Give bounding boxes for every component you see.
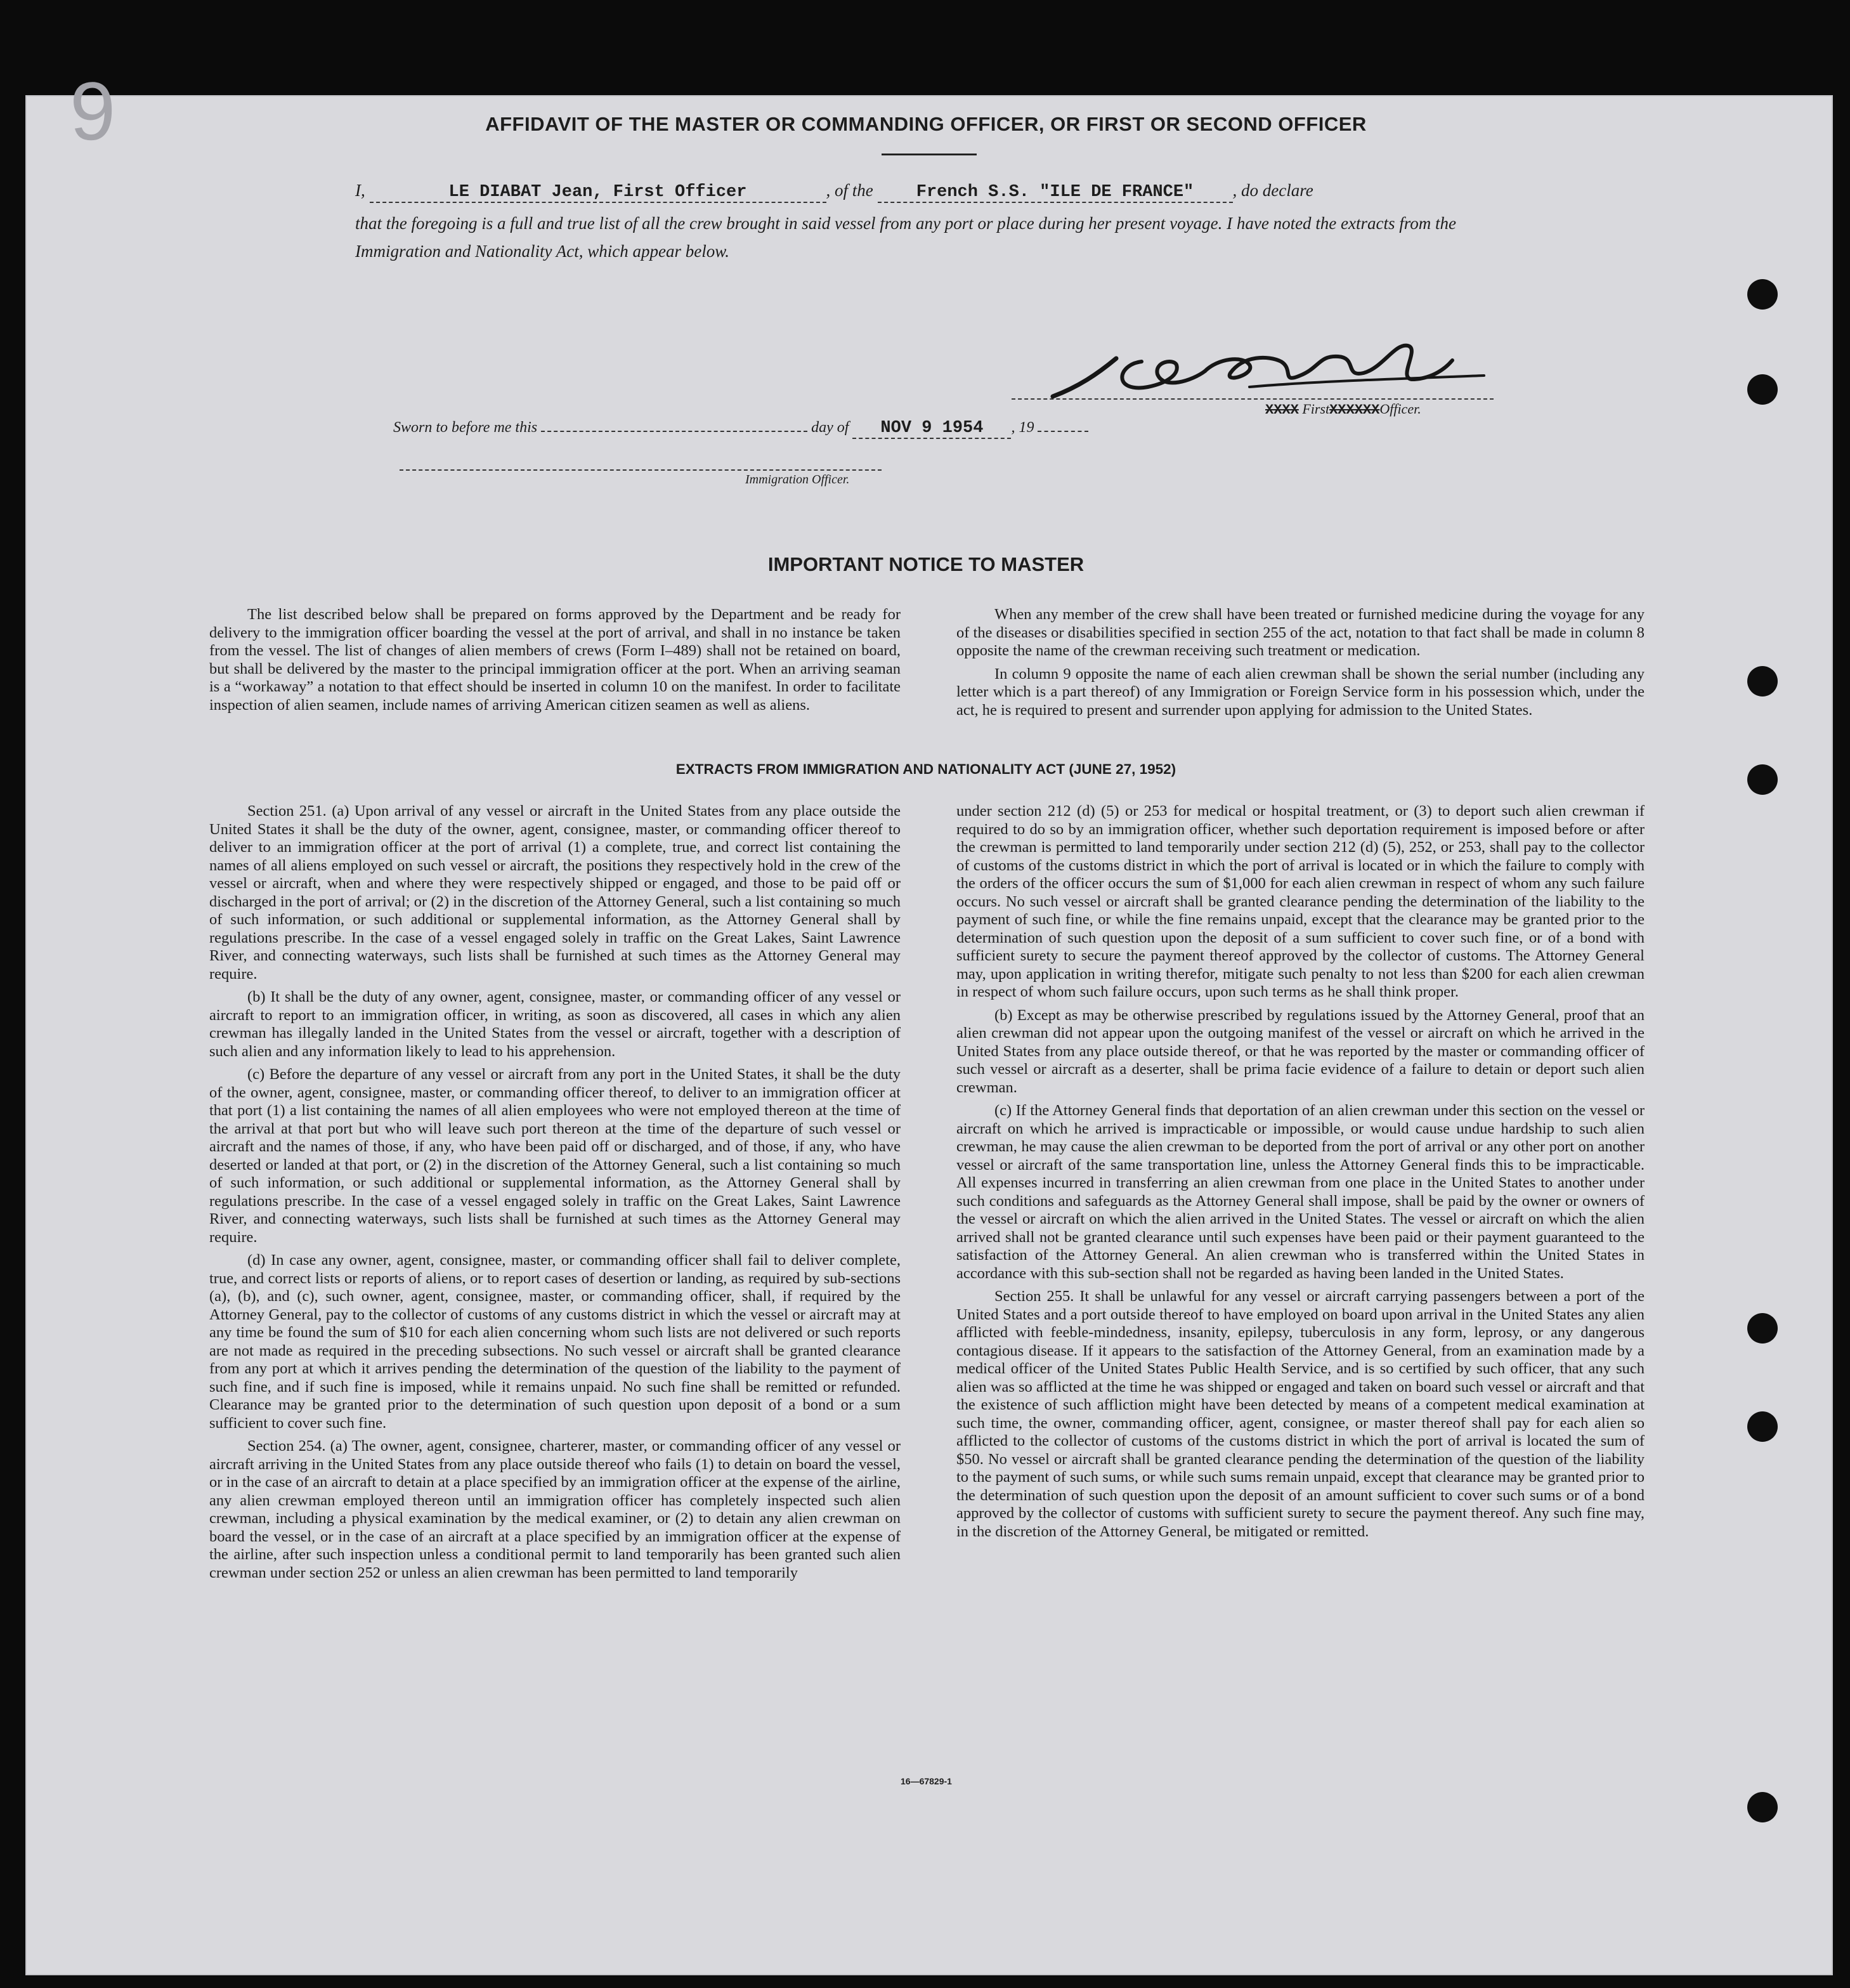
notice-title: IMPORTANT NOTICE TO MASTER xyxy=(767,553,1085,575)
sworn-prefix: Sworn to before me this xyxy=(393,419,538,436)
extract-paragraph: Section 251. (a) Upon arrival of any vessel or aircraft in the United States from any place outside the United States it shall be the duty of the owner, agent, consignee, master, or commanding officer thereof to deliver to an immigration officer at the port of arrival (1) a complete, true, and correct list containing the names of all aliens employed on such vessel or aircraft, the positions they respectively hold in the crew of the vessel or aircraft, when and where they were respectively shipped or engaged, and those to be paid off or discharged in the port of arrival; or (2) in the discretion of the Attorney General, such a list containing so much of such information, or such additional or supplemental information, as the Attorney General shall by regulations prescribe. In the case of a vessel engaged solely in traffic on the Great Lakes, Saint Lawrence River, and connecting waterways, such lists shall be furnished at such times as the Attorney General may require. xyxy=(209,802,901,983)
declaration-of-the: , of the xyxy=(826,181,873,200)
signature-caption xyxy=(1265,401,1421,418)
extract-paragraph: Section 254. (a) The owner, agent, consignee, charterer, master, or commanding officer of any vessel or aircraft arriving in the United States from any place outside thereof who fails (1) to detain on board the vessel, or in the case of an aircraft to detain at a place specified by an immigration officer at the expense of the airline, any alien crewman employed thereon until an immigration officer has completely inspected such alien crewman, including a physical examination by the medical examiner, or (2) to detain any alien crewman on board the vessel, or in the case of an aircraft at a place specified by an immigration officer at the expense of the airline, after such inspection unless a conditional permit to land temporarily has been granted such alien crewman under section 252 or unless an alien crewman has been permitted to land temporarily xyxy=(209,1437,901,1581)
punch-hole xyxy=(1747,764,1778,795)
extract-paragraph: (d) In case any owner, agent, consignee, master, or commanding officer shall fail to deliver complete, true, and correct lists or reports of aliens, or to report cases of desertion or landing, as required by sub-sections (a), (b), and (c), such owner, agent, consignee, master, or commanding officer, shall, if required by the Attorney General, pay to the collector of customs of any customs district in which the vessel or aircraft may at any time be found the sum of $10 for each alien concerning whom such lists are not delivered or such reports are not made as required in the preceding subsections. No such vessel or aircraft shall be granted clearance from any port at which it arrives pending the determination of the question of the liability to the payment of such fine, and if such fine is imposed, while it remains unpaid. No such fine shall be remitted or refunded. Clearance may be granted prior to the determination of such question upon deposit of a bond or a sum sufficient to cover such fine. xyxy=(209,1252,901,1432)
signature-line xyxy=(1012,398,1494,400)
punch-hole xyxy=(1747,1792,1778,1822)
declaration-text: that the foregoing is a full and true list of all the crew brought in said vessel from any port or place during her present voyage. I have noted the extracts from the Immigration and Nationality Act, which appear below. xyxy=(355,214,1457,261)
page-number-mark: 9 xyxy=(70,65,116,157)
caption-officer: Officer. xyxy=(1379,401,1421,417)
sworn-day-of: day of xyxy=(811,419,849,436)
sworn-date-stamp: NOV 9 1954 xyxy=(852,419,1011,439)
punch-hole xyxy=(1747,1411,1778,1442)
officer-signature xyxy=(1040,336,1497,406)
immigration-officer-caption: Immigration Officer. xyxy=(745,473,850,487)
declaration-line xyxy=(355,181,1497,203)
struck-text: XXXX xyxy=(1265,402,1299,418)
sworn-line xyxy=(393,419,1281,439)
notice-right-column xyxy=(956,606,1645,724)
caption-first: First xyxy=(1302,401,1330,417)
form-code: 16—67829-1 xyxy=(901,1776,952,1786)
notice-left-column xyxy=(209,606,901,719)
extracts-title: EXTRACTS FROM IMMIGRATION AND NATIONALITY ACT (JUNE 27, 1952) xyxy=(675,761,1176,777)
punch-hole xyxy=(1747,374,1778,405)
sworn-year: , 19 xyxy=(1011,419,1034,436)
notice-paragraph: In column 9 opposite the name of each alien crewman shall be shown the serial number (including any letter which is a part thereof) of any Immigration or Foreign Service form in his possession which, under the act, he is required to present and surrender upon applying for admission to the United States. xyxy=(956,665,1645,719)
vessel-name-field: French S.S. "ILE DE FRANCE" xyxy=(878,183,1233,203)
punch-hole xyxy=(1747,1313,1778,1344)
punch-hole xyxy=(1747,666,1778,696)
extract-paragraph: (c) Before the departure of any vessel or aircraft from any port in the United States, it shall be the duty of the owner, agent, consignee, master, or commanding officer thereof, to deliver to an immigration officer at that port (1) a list containing the names of all alien employees who were not employed thereon at the time of the arrival at that port but who will leave such port thereon at the time of the departure of such vessel or aircraft and the names of those, if any, who have been paid off or discharged, and of those, if any, who have deserted or landed at that port, or (2) in the discretion of the Attorney General, such a list containing so much of such information, or such additional or supplemental information, as the Attorney General shall by regulations prescribe. In the case of a vessel engaged solely in traffic on the Great Lakes, Saint Lawrence River, and connecting waterways, such lists shall be furnished at such times as the Attorney General may require. xyxy=(209,1066,901,1246)
extract-paragraph: (c) If the Attorney General finds that deportation of an alien crewman under this section on the vessel or aircraft on which he arrived is impracticable or impossible, or would cause undue hardship to such alien crewman, he may cause the alien crewman to be deported from the port of arrival or any other port on another vessel or aircraft of the same transportation line, unless the Attorney General finds this to be impracticable. All expenses incurred in transferring an alien crewman from one place in the United States to another under such conditions and safeguards as the Attorney General shall impose, shall be paid by the owner or owners of the vessel or aircraft on which the alien arrived in the United States. The vessel or aircraft on which the alien arrived shall not be granted clearance until such expenses have been paid or their payment guaranteed to the satisfaction of the Attorney General. An alien crewman who is transferred within the United States in accordance with this sub-section shall not be regarded as having been landed in the United States. xyxy=(956,1102,1645,1282)
sworn-year-field xyxy=(1038,431,1088,432)
extracts-right-column xyxy=(956,802,1645,1546)
officer-name-field: LE DIABAT Jean, First Officer xyxy=(370,183,826,203)
declaration-do-declare: , do declare xyxy=(1232,181,1313,200)
title-underline xyxy=(882,154,977,155)
extract-paragraph: Section 255. It shall be unlawful for any vessel or aircraft carrying passengers between a port of the United States and a port outside thereof to have employed on board upon arrival in the United States any alien afflicted with feeble-mindedness, insanity, epilepsy, tuberculosis in any form, leprosy, or any dangerous contagious disease. If it appears to the satisfaction of the Attorney General, from an examination made by a medical officer of the United States Public Health Service, and is so certified by such officer, that any such alien was so afflicted at the time he was shipped or engaged and taken on board such vessel or aircraft and that the existence of such affliction might have been detected by means of a competent medical examination at such time, the owner, commanding officer, agent, consignee, or master thereof shall pay for each alien so afflicted to the collector of customs of the customs district in which the port of arrival is located the sum of $50. No vessel or aircraft shall be granted clearance pending the determination of the question of the liability to the payment of such sums, or while such sums remain unpaid, except that clearance may be granted prior to the determination of such question upon the deposit of an amount sufficient to cover such sums or of a bond approved by the collector of customs with sufficient surety to secure the payment thereof. Any such fine may, in the discretion of the Attorney General, be mitigated or remitted. xyxy=(956,1288,1645,1540)
extract-paragraph: under section 212 (d) (5) or 253 for medical or hospital treatment, or (3) to deport such alien crewman if required to do so by an immigration officer, whether such deportation requirement is imposed before or after the crewman is permitted to land temporarily under section 212 (d) (5), 252, or 253, shall pay to the collector of customs of the customs district in which the port of arrival is located or in which the failure to comply with the orders of the officer occurs the sum of $1,000 for each alien crewman in respect of whom any such failure occurs. No such vessel or aircraft shall be granted clearance pending the determination of the liability to the payment of such fine, or while the fine remains unpaid, except that the clearance may be granted prior to the determination of such question upon the deposit of a sum sufficient to cover such fine, or of a bond with sufficient surety to secure the payment thereof approved by the collector of customs. The Attorney General may, upon application in writing therefor, mitigate such penalty to not less than $200 for each alien crewman in respect of whom such failure occurs, upon such terms as he shall think proper. xyxy=(956,802,1645,1000)
notice-paragraph: When any member of the crew shall have been treated or furnished medicine during the voyage for any of the diseases or disabilities specified in section 255 of the act, notation to that fact shall be made in column 8 opposite the name of the crewman receiving such treatment or medication. xyxy=(956,606,1645,659)
affidavit-title: AFFIDAVIT OF THE MASTER OR COMMANDING OFFICER, OR FIRST OR SECOND OFFICER xyxy=(485,113,1367,135)
declaration-pronoun: I, xyxy=(355,181,365,200)
sworn-day-field xyxy=(541,431,807,432)
immigration-officer-line xyxy=(400,469,882,471)
notice-paragraph: The list described below shall be prepared on forms approved by the Department and be ready for delivery to the immigration officer boarding the vessel at the port of arrival, and shall in no instance be taken from the vessel. The list of changes of alien members of crews (Form I–489) shall not be retained on board, but shall be delivered by the master to the principal immigration officer at the port. When an arriving seaman is a “workaway” a notation to that effect should be inserted in column 10 on the manifest. In order to facilitate inspection of alien seamen, include names of arriving American citizen seamen as well as aliens. xyxy=(209,606,901,714)
extract-paragraph: (b) Except as may be otherwise prescribed by regulations issued by the Attorney General, proof that an alien crewman did not appear upon the outgoing manifest of the vessel or aircraft on which he arrived in the United States from any place outside thereof, or that he was reported by the master or commanding officer of such vessel or aircraft as a deserter, shall be prima facie evidence of a failure to detain or deport such alien crewman. xyxy=(956,1006,1645,1096)
extracts-left-column xyxy=(209,802,901,1587)
extract-paragraph: (b) It shall be the duty of any owner, agent, consignee, master, or commanding officer of any vessel or aircraft to report to an immigration officer, in writing, as soon as discovered, all cases in which any alien crewman has illegally landed in the United States from the vessel or aircraft, together with a description of such alien and any information likely to lead to his apprehension. xyxy=(209,988,901,1060)
punch-hole xyxy=(1747,279,1778,310)
struck-text-2: XXXXXX xyxy=(1329,402,1380,418)
